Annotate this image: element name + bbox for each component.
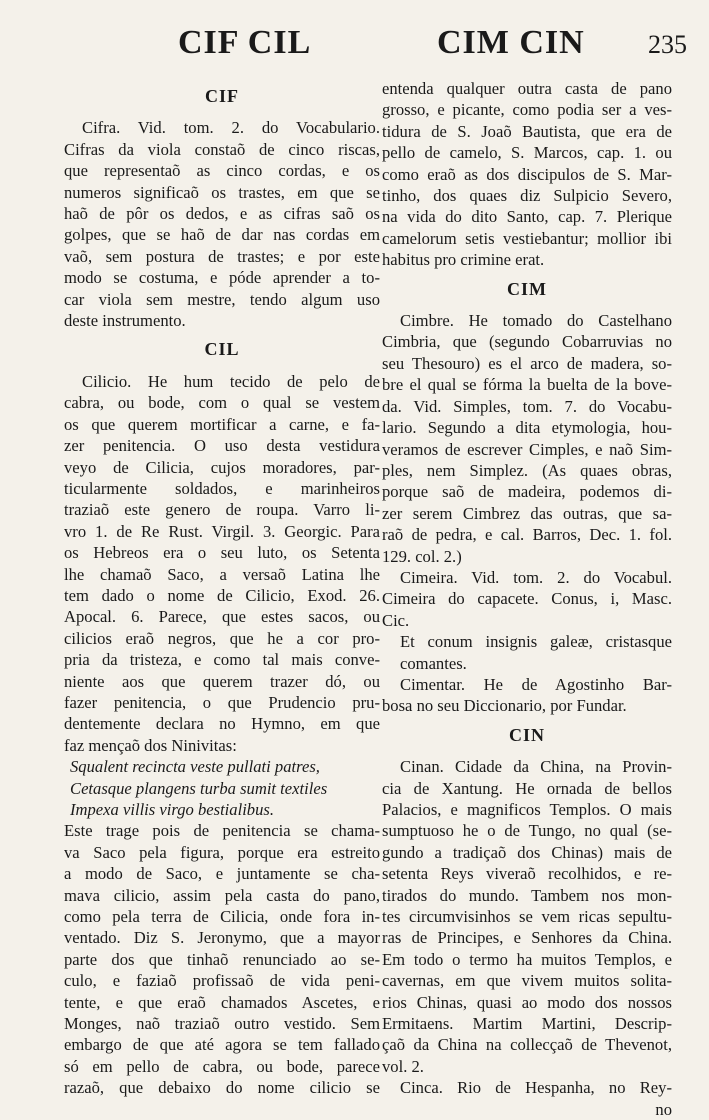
text-line: Et conum insignis galeæ, cristasque: [400, 632, 672, 652]
text-line: faz mençaõ dos Ninivitas:: [64, 735, 237, 755]
text-line: haõ de pôr os dedos, e as cifras saõ os: [64, 204, 380, 224]
text-line: porque saõ de madeira, podemos di-: [382, 482, 672, 502]
text-line: fazer penitencia, o que Prudencio pru-: [64, 692, 380, 712]
text-line: culo, e faziaõ profissaõ de vida peni-: [64, 971, 380, 991]
right-column: [382, 78, 672, 1120]
text-line: vro 1. de Re Rust. Virgil. 3. Georgic. Para: [64, 521, 380, 541]
text-line: vol. 2.: [382, 1056, 424, 1076]
text-line: pello de camelo, S. Marcos, cap. 1. ou: [382, 143, 672, 163]
text-line: Em todo o termo ha muitos Templos, e: [382, 949, 672, 969]
text-line: çaõ da China na collecçaõ de Thevenot,: [382, 1035, 672, 1055]
text-line: bosa no seu Diccionario, por Fundar.: [382, 696, 627, 716]
text-line: Cimentar. He de Agostinho Bar-: [400, 674, 672, 694]
text-line: como pela terra de Cilicia, onde fora in-: [64, 907, 380, 927]
text-line: tes circumvisinhos se vem ricas sepultu-: [382, 907, 672, 927]
text-line: Cimbre. He tomado do Castelhano: [400, 311, 672, 331]
text-line: ples, nem Simplez. (As quaes obras,: [382, 460, 672, 480]
text-line: zer serem Cimbrez das outras, que sa-: [382, 503, 672, 523]
text-line: ticularmente soldados, e marinheiros: [64, 478, 380, 498]
section-heading: CIF: [205, 86, 239, 106]
text-line: Ermitaens. Martim Martini, Descrip-: [382, 1014, 672, 1034]
text-line: Palacios, e magnificos Templos. O mais: [382, 800, 672, 819]
section-heading: CIM: [507, 278, 547, 299]
text-line: cia de Xantung. He ornada de bellos: [382, 778, 672, 798]
text-line: os que querem mortificar a carne, e fa-: [64, 414, 380, 434]
text-line: Este trage pois de penitencia se chama-: [64, 821, 380, 841]
text-line: traziaõ este genero de roupa. Varro li-: [64, 500, 380, 520]
text-line: golpes, que se haõ de dar nas cordas em: [64, 225, 380, 245]
text-line: pria da tristeza, e como tal mais conve-: [64, 650, 380, 670]
text-line: modo se costuma, e póde aprender a to-: [64, 268, 380, 288]
text-line: zer penitencia. O uso desta vestidura: [64, 436, 380, 456]
text-line: Cilicio. He hum tecido de pelo de: [82, 371, 380, 391]
text-line: da. Vid. Simples, tom. 7. do Vocabu-: [382, 396, 672, 416]
text-line: tidura de S. Joaõ Bautista, que era de: [382, 121, 672, 141]
text-line: lhe chamaõ Saco, a versaõ Latina lhe: [64, 564, 380, 584]
text-line: tinho, dos quaes diz Sulpicio Severo,: [382, 186, 672, 206]
left-column: [64, 78, 380, 1099]
text-line: comantes.: [400, 653, 467, 673]
text-line: cabra, ou bode, com o qual se vestem: [64, 393, 380, 413]
text-line: Cifra. Vid. tom. 2. do Vocabulario.: [82, 118, 380, 138]
text-line: vaõ, sem postura de trastes; e por este: [64, 246, 380, 266]
text-line: parte dos que tinhaõ renunciado ao se-: [64, 949, 380, 969]
text-line: sumptuoso he o de Tungo, no qual (se-: [382, 821, 672, 841]
text-line: como eraõ as dos discipulos de S. Mar-: [382, 164, 672, 184]
text-line: Cimeira. Vid. tom. 2. do Vocabul.: [400, 567, 672, 587]
text-line: seu Thesouro) es el arco de madera, so-: [382, 353, 672, 373]
text-line: mava cilicio, assim pela casta do pano,: [64, 885, 380, 905]
text-line: Cic.: [382, 610, 410, 630]
text-line: os Hebreos era o seu luto, os Setenta: [64, 543, 380, 563]
verse-line: Squalent recincta veste pullati patres,: [70, 757, 320, 777]
text-line: gundo a tradiçaõ dos Chinas) mais de: [382, 842, 672, 862]
text-line: ras de Principes, e Senhores da China.: [382, 928, 672, 948]
running-head-left: CIF CIL: [178, 24, 312, 61]
text-line: cilicios eraõ negros, que he a cor pro-: [64, 628, 380, 648]
text-line: veramos de escrever Cimples, e naõ Sim-: [382, 439, 672, 459]
text-line: grosso, e picante, como podia ser a ves-: [382, 100, 672, 120]
text-line: niente aos que querem trazer dó, ou: [64, 671, 380, 691]
section-heading: CIN: [508, 724, 545, 745]
text-line: veyo de Cilicia, cujos moradores, par-: [64, 457, 380, 477]
text-line: que representaõ as cinco cordas, e os: [64, 161, 380, 181]
text-line: Cinca. Rio de Hespanha, no Rey-: [400, 1078, 672, 1098]
text-line: tem dado o nome de Cilicio, Exod. 26.: [64, 585, 380, 605]
text-line: Cimeira do capacete. Conus, i, Masc.: [382, 589, 672, 609]
text-line: setenta Reys viveraõ recolhidos, e re-: [382, 864, 672, 884]
page-number: 235: [648, 30, 687, 59]
text-line: no: [655, 1099, 672, 1119]
text-line: raõ de pedra, e cal. Barros, Dec. 1. fol.: [382, 525, 672, 545]
text-line: só em pello de cabra, ou bode, parece: [64, 1056, 380, 1076]
running-head-right: CIM CIN: [437, 24, 585, 61]
text-line: bre el qual se fórma la buelta de la bove-: [382, 375, 672, 395]
text-line: Apocal. 6. Parece, que estes sacos, ou: [64, 607, 380, 627]
text-line: car viola sem mestre, tendo algum uso: [64, 289, 380, 309]
text-line: razaõ, que debaixo do nome cilicio se: [64, 1078, 380, 1098]
text-line: a modo de Saco, e juntamente se cha-: [64, 864, 380, 884]
text-line: Monges, naõ traziaõ outro vestido. Sem: [64, 1014, 380, 1034]
verse-line: Impexa villis virgo bestialibus.: [70, 800, 275, 819]
text-line: numeros significaõ os trastes, em que se: [64, 182, 380, 202]
text-line: va Saco pela figura, porque era estreito: [64, 842, 380, 862]
text-line: Cifras da viola constaõ de cinco riscas,: [64, 139, 380, 159]
text-line: embargo de que até agora se tem fallado: [64, 1035, 380, 1055]
text-line: 129. col. 2.): [382, 546, 462, 566]
text-line: Cinan. Cidade da China, na Provin-: [400, 757, 672, 777]
verse-line: Cetasque plangens turba sumit textiles: [70, 778, 328, 798]
text-line: entenda qualquer outra casta de pano: [382, 79, 672, 98]
text-line: dentemente declara no Hymno, em que: [64, 714, 380, 734]
text-line: na vida do dito Santo, cap. 7. Plerique: [382, 207, 672, 227]
text-line: tirados do mundo. Tambem nos mon-: [382, 885, 672, 905]
text-line: tente, e que eraõ chamados Ascetes, e: [64, 992, 380, 1012]
text-line: rios Chinas, quasi ao modo dos nossos: [382, 992, 672, 1012]
text-line: habitus pro crimine erat.: [382, 250, 545, 270]
text-line: camelorum setis vestiebantur; mollior ibi: [382, 228, 672, 248]
text-line: lario. Segundo a dita etymologia, hou-: [382, 418, 672, 438]
text-line: ventado. Diz S. Jeronymo, que a mayor: [64, 928, 380, 948]
section-heading: CIL: [204, 339, 240, 360]
text-line: Cimbria, que (segundo Cobarruvias no: [382, 332, 672, 352]
text-line: cavernas, em que vivem muitos solita-: [382, 971, 672, 991]
text-line: deste instrumento.: [64, 311, 186, 331]
